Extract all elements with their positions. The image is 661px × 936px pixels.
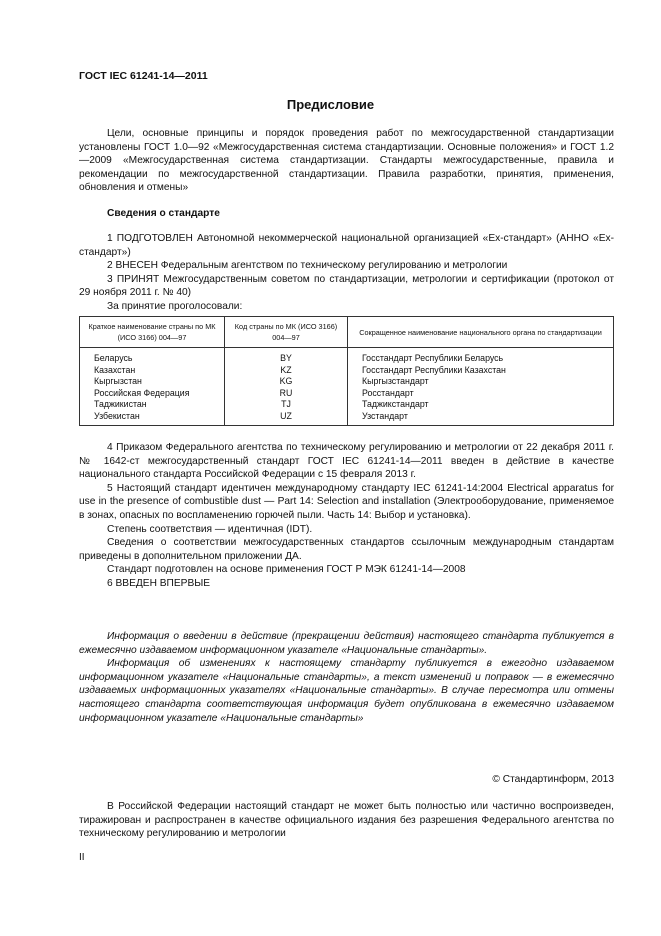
item-submitted: 2 ВНЕСЕН Федеральным агентством по техническому регулированию и метрологии (107, 260, 508, 272)
table-row (80, 411, 614, 426)
item-identical: 5 Настоящий стандарт идентичен международному стандарту IEC 61241-14:2004 Electrical apparatus for use in the presence of combustible dust — Part 14: Selection and installation (Электрооборудование, применяемое в зонах, опасных по воспламенению горючей пыли. Часть 14: Выбор и установка). (79, 482, 614, 521)
item-introduced: 6 ВВЕДЕН ВПЕРВЫЕ (107, 577, 211, 589)
cell-code: KG (225, 376, 348, 388)
col-header-body: Сокращенное наименование национального органа по стандартизации (348, 317, 614, 348)
cell-country: Российская Федерация (80, 388, 225, 400)
cell-body: Росстандарт (348, 388, 614, 400)
vote-label: За принятие проголосовали: (107, 300, 243, 312)
degree-of-conformity: Степень соответствия — идентичная (IDT). (107, 523, 313, 535)
rights-section (79, 800, 614, 841)
cell-body: Госстандарт Республики Казахстан (348, 365, 614, 377)
info-heading: Сведения о стандарте (107, 208, 220, 219)
page-number: II (79, 852, 85, 863)
item-adopted: 3 ПРИНЯТ Межгосударственным советом по стандартизации, метрологии и сертификации (протокол от 29 ноября 2011 г. № 40) (79, 273, 614, 299)
countries-table (79, 316, 614, 426)
page-title: Предисловие (286, 97, 375, 112)
intro-paragraph: Цели, основные принципы и порядок проведения работ по межгосударственной стандартизации установлены ГОСТ 1.0—92 «Межгосударственная система стандартизации. Основные положения» и ГОСТ 1.2—2009 «Межгосударственная система стандартизации. Стандарты межгосударственные, правила и рекомендации по межгосударственной стандартизации. Правила разработки, принятия, применения, обновления и отмены» (79, 128, 614, 194)
cell-code: RU (225, 388, 348, 400)
cell-body: Таджикстандарт (348, 399, 614, 411)
cell-code: BY (225, 348, 348, 365)
intro-section (79, 127, 614, 195)
cell-country: Беларусь (80, 348, 225, 365)
cell-country: Таджикистан (80, 399, 225, 411)
copyright: © Стандартинформ, 2013 (492, 774, 614, 785)
col-header-country: Краткое наименование страны по МК (ИСО 3166) 004—97 (80, 317, 225, 348)
cell-country: Кыргызстан (80, 376, 225, 388)
basis-info: Стандарт подготовлен на основе применения ГОСТ Р МЭК 61241-14—2008 (107, 564, 466, 576)
cell-body: Узстандарт (348, 411, 614, 426)
cell-body: Кыргызстандарт (348, 376, 614, 388)
notice-paragraph: Информация о введении в действие (прекращении действия) настоящего стандарта публикуется в ежемесячно издаваемом информационном указателе «Национальные стандарты». (79, 631, 614, 656)
info-items (79, 232, 614, 314)
table-row (80, 365, 614, 377)
item-enacted: 4 Приказом Федерального агентства по техническому регулированию и метрологии от 22 декабря 2011 г. № 1642-ст межгосударственный стандарт ГОСТ IEC 61241-14—2011 введен в действие в качестве национального стандарта Российской Федерации с 15 февраля 2013 г. (79, 442, 614, 481)
item-prepared: 1 ПОДГОТОВЛЕН Автономной некоммерческой национальной организацией «Ех-стандарт» (АННО «Ех-стандарт») (79, 233, 614, 258)
notice-paragraph: Информация об изменениях к настоящему стандарту публикуется в ежегодно издаваемом информационном указателе «Национальные стандарты», а текст изменений и поправок — в ежемесячно издаваемых информационных указателях «Национальные стандарты». В случае пересмотра или отмены настоящего стандарта соответствующая информация будет опубликована в ежемесячно издаваемом информационном указателе «Национальные стандарты» (79, 658, 614, 724)
cell-body: Госстандарт Республики Беларусь (348, 348, 614, 365)
table-row (80, 388, 614, 400)
document-header: ГОСТ IEC 61241-14—2011 (79, 70, 208, 82)
notice-section (79, 630, 614, 725)
references-info: Сведения о соответствии межгосударственных стандартов ссылочным международным стандартам приведены в дополнительном приложении ДА. (79, 537, 614, 562)
cell-country: Узбекистан (80, 411, 225, 426)
col-header-code: Код страны по МК (ИСО 3166) 004—97 (225, 317, 348, 348)
info-heading-block (79, 207, 614, 221)
rights-paragraph: В Российской Федерации настоящий стандарт не может быть полностью или частично воспроизведен, тиражирован и распространен в качестве официального издания без разрешения Федерального агентства по техническому регулированию и метрологии (79, 801, 614, 840)
cell-code: KZ (225, 365, 348, 377)
table-row (80, 399, 614, 411)
cell-code: UZ (225, 411, 348, 426)
table-row (80, 348, 614, 365)
cell-code: TJ (225, 399, 348, 411)
cell-country: Казахстан (80, 365, 225, 377)
table-header-row (80, 317, 614, 348)
info-items-continued (79, 441, 614, 591)
table-row (80, 376, 614, 388)
